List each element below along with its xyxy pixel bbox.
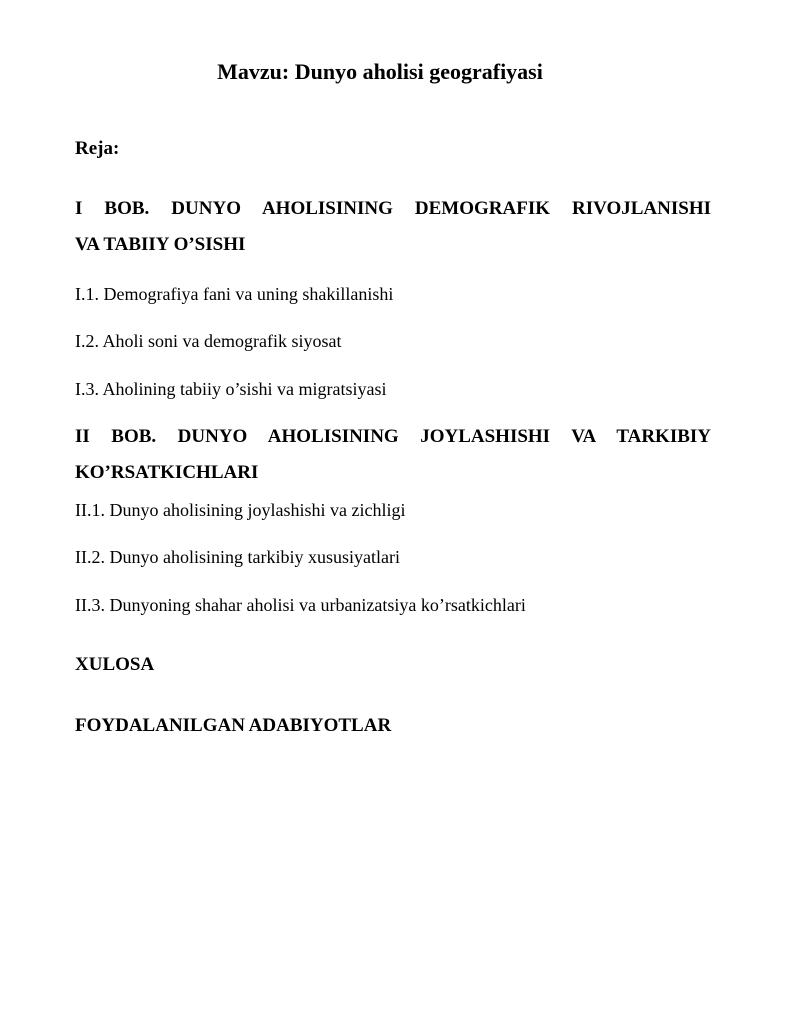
chapter-2-item-1: II.1. Dunyo aholisining joylashishi va zichligi bbox=[75, 500, 406, 520]
chapter-2-heading bbox=[75, 419, 711, 491]
chapter-1-item-3: I.3. Aholining tabiiy o’sishi va migratsiyasi bbox=[75, 379, 387, 399]
chapter-2-heading-line1: II BOB. DUNYO AHOLISINING JOYLASHISHI VA TARKIBIY bbox=[75, 426, 711, 447]
document-title: Mavzu: Dunyo aholisi geografiyasi bbox=[217, 59, 543, 84]
chapter-2-heading-line2: KO’RSATKICHLARI bbox=[75, 462, 259, 483]
chapter-2-item-3: II.3. Dunyoning shahar aholisi va urbanizatsiya ko’rsatkichlari bbox=[75, 595, 526, 615]
chapter-1-item-2: I.2. Aholi soni va demografik siyosat bbox=[75, 331, 342, 351]
references-heading: FOYDALANILGAN ADABIYOTLAR bbox=[75, 715, 392, 736]
chapter-2-item-2: II.2. Dunyo aholisining tarkibiy xususiyatlari bbox=[75, 547, 400, 567]
chapter-1-heading-line2: VA TABIIY O’SISHI bbox=[75, 234, 246, 255]
chapter-1-item-1: I.1. Demografiya fani va uning shakillanishi bbox=[75, 284, 394, 304]
plan-label: Reja: bbox=[75, 138, 120, 159]
conclusion-heading: XULOSA bbox=[75, 654, 155, 675]
chapter-1-heading bbox=[75, 191, 711, 263]
chapter-1-heading-line1: I BOB. DUNYO AHOLISINING DEMOGRAFIK RIVOJLANISHI bbox=[75, 198, 711, 219]
